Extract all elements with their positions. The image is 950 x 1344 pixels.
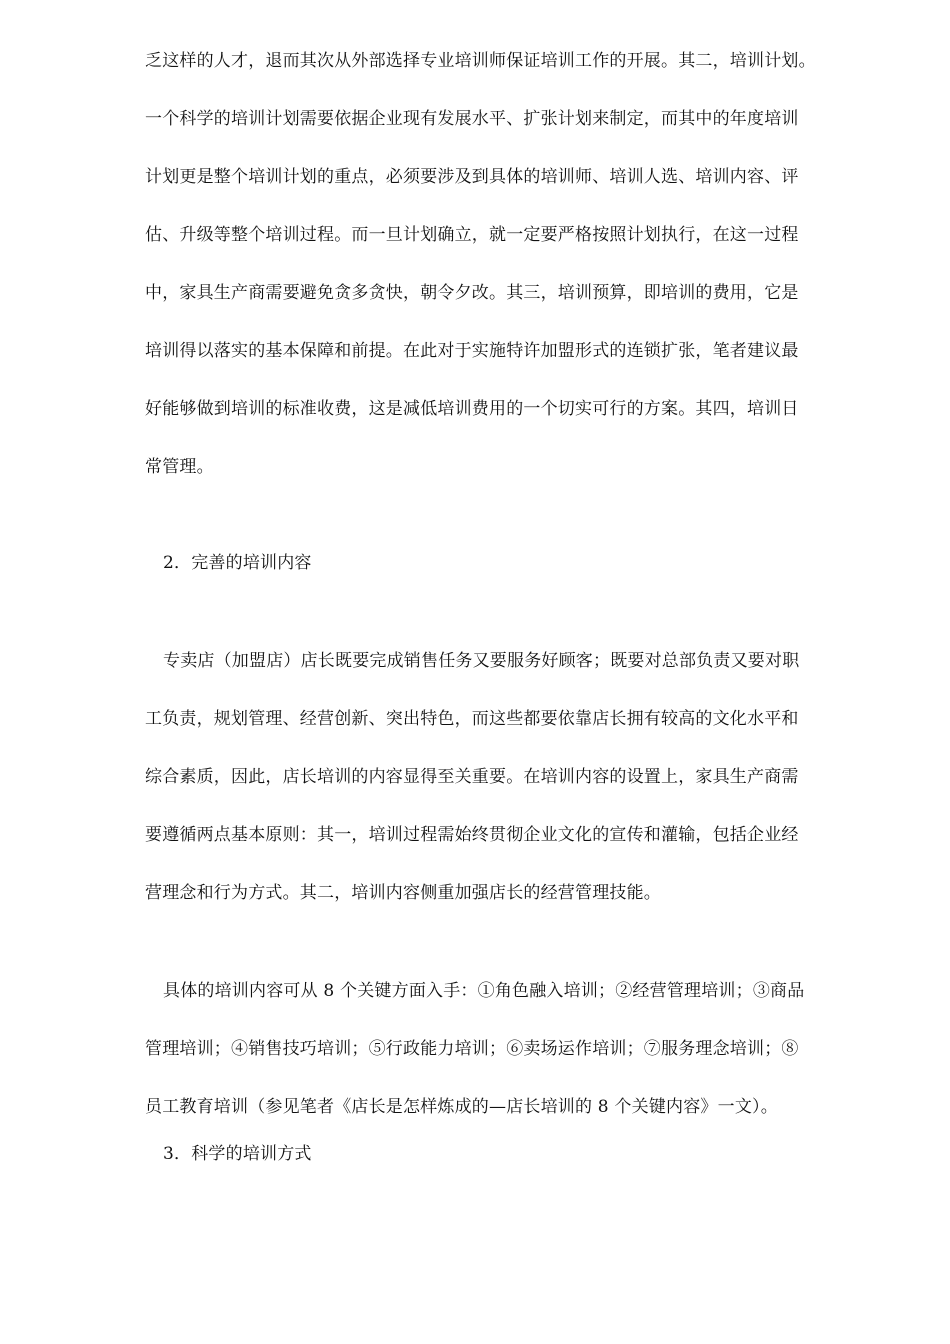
- paragraph-line: 估、升级等整个培训过程。而一旦计划确立，就一定要严格按照计划执行，在这一过程: [145, 225, 799, 245]
- paragraph-line: 好能够做到培训的标准收费，这是减低培训费用的一个切实可行的方案。其四，培训日: [145, 399, 799, 419]
- paragraph-line: 专卖店（加盟店）店长既要完成销售任务又要服务好顾客；既要对总部负责又要对职: [163, 651, 800, 671]
- paragraph-line: 一个科学的培训计划需要依据企业现有发展水平、扩张计划来制定，而其中的年度培训: [145, 109, 799, 129]
- section-heading: 3．科学的培训方式: [163, 1144, 312, 1164]
- paragraph-line: 乏这样的人才，退而其次从外部选择专业培训师保证培训工作的开展。其二，培训计划。: [145, 51, 816, 71]
- paragraph-line: 要遵循两点基本原则：其一，培训过程需始终贯彻企业文化的宣传和灌输，包括企业经: [145, 825, 799, 845]
- paragraph-line: 中，家具生产商需要避免贪多贪快，朝令夕改。其三，培训预算，即培训的费用，它是: [145, 283, 799, 303]
- paragraph-line: 计划更是整个培训计划的重点，必须要涉及到具体的培训师、培训人选、培训内容、评: [145, 167, 799, 187]
- paragraph-line: 工负责，规划管理、经营创新、突出特色，而这些都要依靠店长拥有较高的文化水平和: [145, 709, 799, 729]
- section-heading: 2．完善的培训内容: [163, 553, 312, 573]
- paragraph-line: 具体的培训内容可从 8 个关键方面入手：①角色融入培训；②经营管理培训；③商品: [163, 981, 805, 1001]
- paragraph-line: 管理培训；④销售技巧培训；⑤行政能力培训；⑥卖场运作培训；⑦服务理念培训；⑧: [145, 1039, 799, 1059]
- paragraph-line: 常管理。: [145, 457, 214, 477]
- paragraph-line: 综合素质，因此，店长培训的内容显得至关重要。在培训内容的设置上，家具生产商需: [145, 767, 799, 787]
- paragraph-line: 培训得以落实的基本保障和前提。在此对于实施特许加盟形式的连锁扩张，笔者建议最: [145, 341, 799, 361]
- paragraph-line: 员工教育培训（参见笔者《店长是怎样炼成的—店长培训的 8 个关键内容》一文）。: [145, 1097, 778, 1117]
- paragraph-line: 营理念和行为方式。其二，培训内容侧重加强店长的经营管理技能。: [145, 883, 661, 903]
